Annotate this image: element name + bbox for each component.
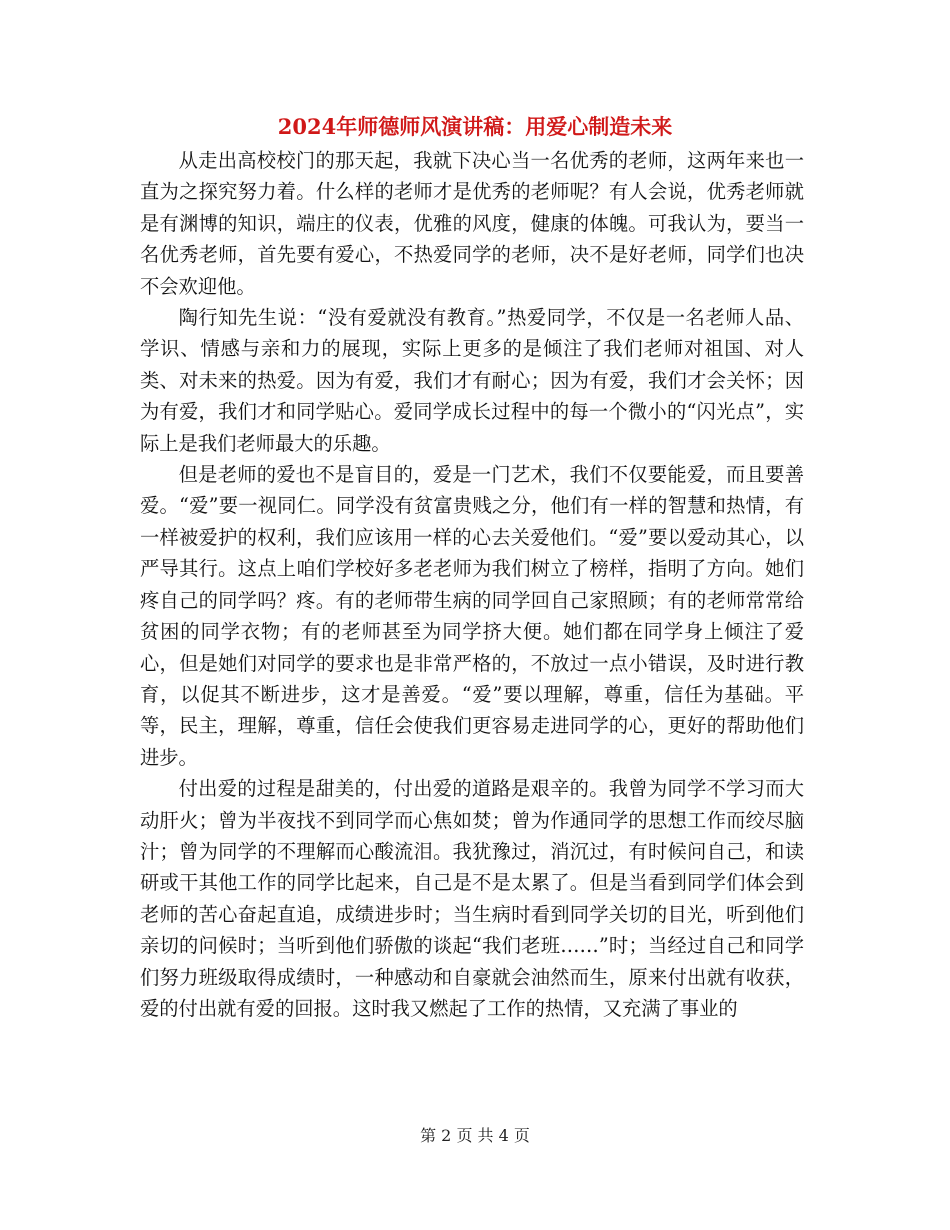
document-body xyxy=(140,145,804,1024)
page-footer: 第 2 页 共 4 页 xyxy=(420,1126,530,1145)
document-title: 2024年师德师风演讲稿：用爱心制造未来 xyxy=(277,114,673,139)
paragraph-2: 陶行知先生说：“没有爱就没有教育。”热爱同学，不仅是一名老师人品、学识、情感与亲和力的展现，实际上更多的是倾注了我们老师对祖国、对人类、对未来的热爱。因为有爱，我们才有耐心；因为有爱，我们才会关怀；因为有爱，我们才和同学贴心。爱同学成长过程中的每一个微小的“闪光点”，实际上是我们老师最大的乐趣。 xyxy=(140,306,804,455)
paragraph-4: 付出爱的过程是甜美的，付出爱的道路是艰辛的。我曾为同学不学习而大动肝火；曾为半夜找不到同学而心焦如焚；曾为作通同学的思想工作而绞尽脑汁；曾为同学的不理解而心酸流泪。我犹豫过，消沉过，有时候问自己，和读研或干其他工作的同学比起来，自己是不是太累了。但是当看到同学们体会到老师的苦心奋起直追，成绩进步时；当生病时看到同学关切的目光，听到他们亲切的问候时；当听到他们骄傲的谈起“我们老班……”时；当经过自己和同学们努力班级取得成绩时，一种感动和自豪就会油然而生，原来付出就有收获，爱的付出就有爱的回报。这时我又燃起了工作的热情，又充满了事业的 xyxy=(140,777,804,1020)
paragraph-3: 但是老师的爱也不是盲目的，爱是一门艺术，我们不仅要能爱，而且要善爱。“爱”要一视同仁。同学没有贫富贵贱之分，他们有一样的智慧和热情，有一样被爱护的权利，我们应该用一样的心去关爱他们。“爱”要以爱动其心，以严导其行。这点上咱们学校好多老老师为我们树立了榜样，指明了方向。她们疼自己的同学吗？疼。有的老师带生病的同学回自己家照顾；有的老师常常给贫困的同学衣物；有的老师甚至为同学挤大便。她们都在同学身上倾注了爱心，但是她们对同学的要求也是非常严格的，不放过一点小错误，及时进行教育，以促其不断进步，这才是善爱。“爱”要以理解，尊重，信任为基础。平等，民主，理解，尊重，信任会使我们更容易走进同学的心，更好的帮助他们进步。 xyxy=(140,463,804,769)
paragraph-1: 从走出高校校门的那天起，我就下决心当一名优秀的老师，这两年来也一直为之探究努力着。什么样的老师才是优秀的老师呢？有人会说，优秀老师就是有渊博的知识，端庄的仪表，优雅的风度，健康的体魄。可我认为，要当一名优秀老师，首先要有爱心，不热爱同学的老师，决不是好老师，同学们也决不会欢迎他。 xyxy=(140,149,804,298)
